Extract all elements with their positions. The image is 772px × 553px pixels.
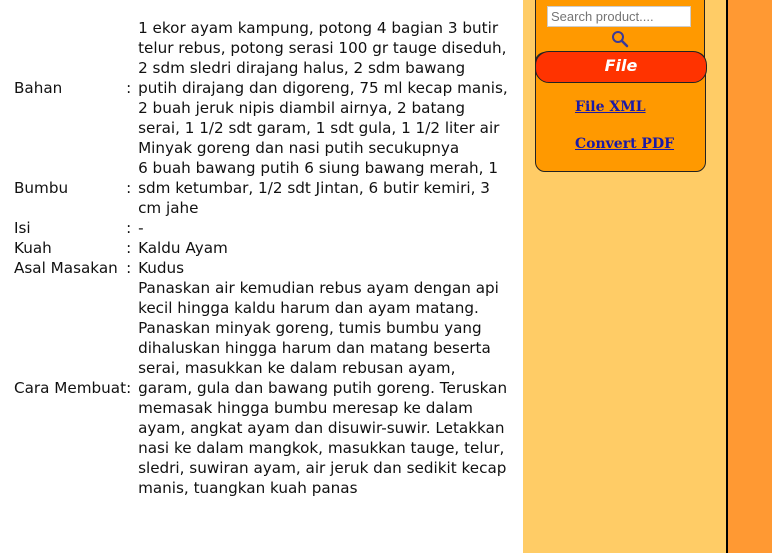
- row-value: 1 ekor ayam kampung, potong 4 bagian 3 butir telur rebus, potong serasi 100 gr tauge diseduh, 2 sdm sledri dirajang halus, 2 sdm bawang putih dirajang dan digoreng, 75 ml kecap manis, 2 buah jeruk nipis diambil airnya, 2 batang serai, 1 1/2 sdt garam, 1 sdt gula, 1 1/2 liter air Minyak goreng dan nasi putih secukupnya: [138, 19, 508, 157]
- file-xml-link[interactable]: File XML: [575, 99, 646, 115]
- row-label: Bumbu: [14, 179, 69, 197]
- recipe-row-bumbu: [14, 158, 508, 218]
- row-label: Isi: [14, 219, 31, 237]
- row-colon: :: [126, 79, 132, 97]
- row-colon: :: [126, 259, 132, 277]
- search-icon[interactable]: [610, 29, 630, 49]
- recipe-table: [14, 18, 508, 498]
- row-colon: :: [126, 179, 132, 197]
- search-input[interactable]: [547, 6, 691, 27]
- row-value: -: [138, 219, 144, 237]
- row-value: Kaldu Ayam: [138, 239, 228, 257]
- row-colon: :: [126, 239, 132, 257]
- convert-pdf-link[interactable]: Convert PDF: [575, 136, 675, 152]
- recipe-row-kuah: [14, 238, 508, 258]
- recipe-row-asal: [14, 258, 508, 278]
- recipe-row-cara: [14, 278, 508, 498]
- recipe-row-isi: [14, 218, 508, 238]
- file-panel-header: File: [535, 51, 707, 83]
- row-label: Bahan: [14, 79, 63, 97]
- row-label: Kuah: [14, 239, 52, 257]
- row-colon: :: [126, 219, 132, 237]
- row-label: Cara Membuat: [14, 379, 127, 397]
- row-value: Panaskan air kemudian rebus ayam dengan api kecil hingga kaldu harum dan ayam matang. Panaskan minyak goreng, tumis bumbu yang dihaluskan hingga harum dan matang beserta serai, masukkan ke dalam rebusan ayam, garam, gula dan bawang putih goreng. Teruskan memasak hingga bumbu meresap ke dalam ayam, angkat ayam dan disuwir-suwir. Letakkan nasi ke dalam mangkok, masukkan tauge, telur, sledri, suwiran ayam, air jeruk dan sedikit kecap manis, tuangkan kuah panas: [138, 279, 508, 497]
- row-value: 6 buah bawang putih 6 siung bawang merah, 1 sdm ketumbar, 1/2 sdt Jintan, 6 butir kemiri, 3 cm jahe: [138, 159, 498, 217]
- right-border-bar: [726, 0, 772, 553]
- recipe-row-bahan: [14, 18, 508, 158]
- row-value: Kudus: [138, 259, 185, 277]
- row-label: Asal Masakan: [14, 259, 118, 277]
- row-colon: :: [126, 379, 132, 397]
